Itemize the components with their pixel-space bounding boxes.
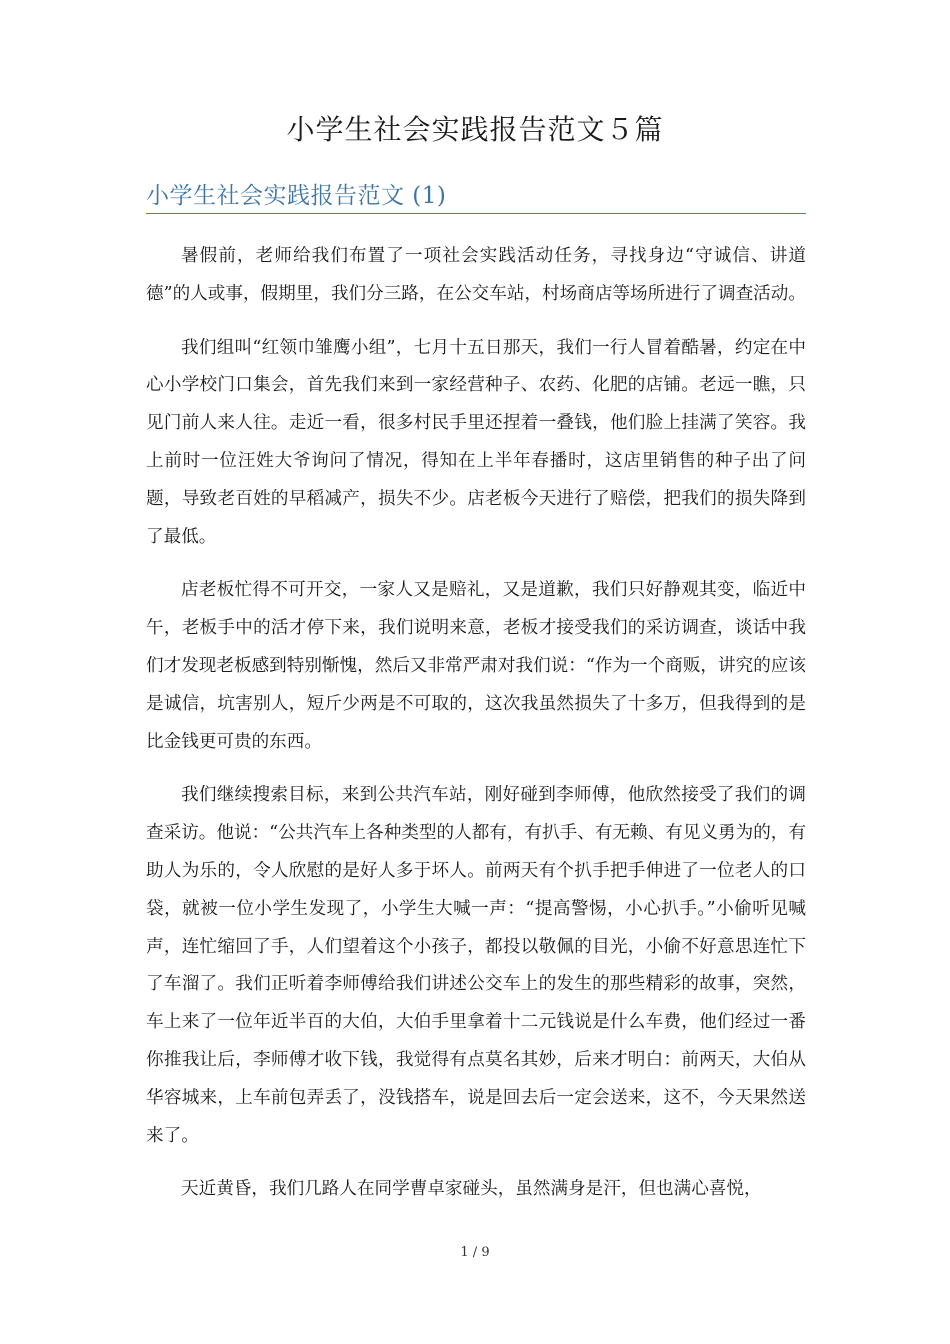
document-body [146, 238, 806, 1225]
section-heading [146, 180, 806, 214]
paragraph: 天近黄昏，我们几路人在同学曹卓家碰头，虽然满身是汗，但也满心喜悦， [181, 1179, 762, 1200]
paragraph: 我们组叫“红领巾雏鹰小组”，七月十五日那天，我们一行人冒着酷暑，约定在中心小学校门口集会，首先我们来到一家经营种子、农药、化肥的店铺。老远一瞧，只见门前人来人往。走近一看，很多村民手里还捏着一叠钱，他们脸上挂满了笑容。我上前时一位汪姓大爷询问了情况，得知在上半年春播时，这店里销售的种子出了问题，导致老百姓的早稻减产，损失不少。店老板今天进行了赔偿，把我们的损失降到了最低。 [146, 337, 806, 547]
section-heading-text: 小学生社会实践报告范文 (1) [146, 183, 447, 209]
document-title: 小学生社会实践报告范文５篇 [286, 113, 664, 146]
paragraph: 暑假前，老师给我们布置了一项社会实践活动任务，寻找身边“守诚信、讲道德”的人或事，假期里，我们分三路，在公交车站，村场商店等场所进行了调查活动。 [146, 246, 806, 304]
paragraph: 我们继续搜索目标，来到公共汽车站，刚好碰到李师傅，他欣然接受了我们的调查采访。他说：“公共汽车上各种类型的人都有，有扒手、有无赖、有见义勇为的，有助人为乐的，令人欣慰的是好人多于坏人。前两天有个扒手把手伸进了一位老人的口袋，就被一位小学生发现了，小学生大喊一声：“提高警惕，小心扒手。”小偷听见喊声，连忙缩回了手，人们望着这个小孩子，都投以敬佩的目光，小偷不好意思连忙下了车溜了。我们正听着李师傅给我们讲述公交车上的发生的那些精彩的故事，突然，车上来了一位年近半百的大伯，大伯手里拿着十二元钱说是什么车费，他们经过一番你推我让后，李师傅才收下钱，我觉得有点莫名其妙，后来才明白：前两天，大伯从华容城来，上车前包弄丢了，没钱搭车，说是回去后一定会送来，这不，今天果然送来了。 [146, 785, 806, 1146]
page-number: 1 / 9 [460, 1245, 490, 1260]
paragraph: 店老板忙得不可开交，一家人又是赔礼，又是道歉，我们只好静观其变，临近中午，老板手中的活才停下来，我们说明来意，老板才接受我们的采访调查，谈话中我们才发现老板感到特别惭愧，然后又非常严肃对我们说：“作为一个商贩，讲究的应该是诚信，坑害别人，短斤少两是不可取的，这次我虽然损失了十多万，但我得到的是比金钱更可贵的东西。 [146, 580, 806, 752]
